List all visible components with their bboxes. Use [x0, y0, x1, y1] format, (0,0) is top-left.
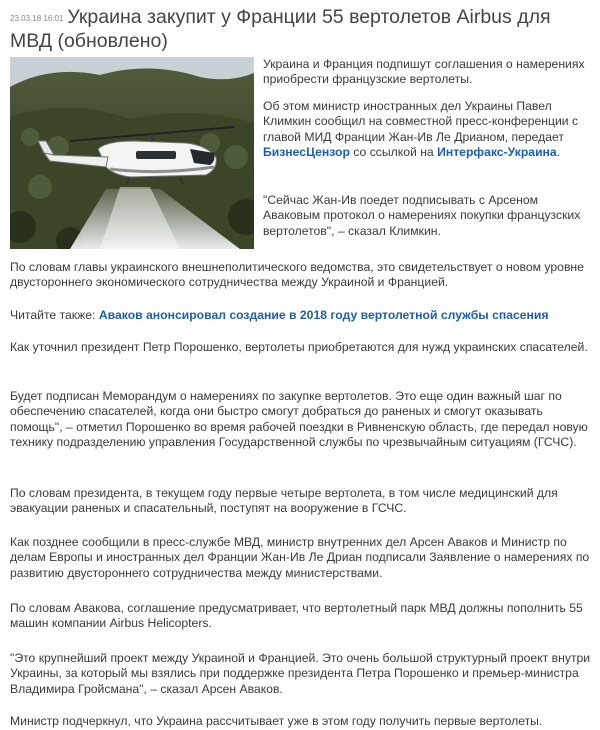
- paragraph-4: По словам главы украинского внешнеполитического ведомства, это свидетельствует о новом уровне двустороннего экономического сотрудничества между Украиной и Францией.: [10, 260, 584, 290]
- article-title: Украина закупит у Франции 55 вертолетов Airbus для МВД (обновлено): [10, 6, 551, 52]
- paragraph-8: Как позднее сообщили в пресс-службе МВД, министр внутренних дел Арсен Аваков и Министр по делам Европы и иностранных дел Франции Жан-Ив Ле Дриан подписали Заявление о намерениях по развитию двустороннего сотрудничества между министерствами.: [10, 535, 590, 580]
- source-link-bizcensor[interactable]: БизнесЦензор: [263, 145, 350, 160]
- paragraph-11: Министр подчеркнул, что Украина рассчитывает уже в этом году получить первые вертолеты.: [10, 714, 543, 728]
- source-link-interfax[interactable]: Интерфакс-Украина: [437, 145, 557, 160]
- read-also: [10, 308, 595, 323]
- read-also-link[interactable]: Аваков анонсировал создание в 2018 году вертолетной службы спасения: [98, 308, 549, 322]
- publish-date: 23.03.18 16:01: [10, 14, 64, 23]
- paragraph-7: По словам президента, в текущем году первые четыре вертолета, в том числе медицинский для эвакуации раненых и спасательный, поступят на вооружение в ГСЧС.: [10, 486, 558, 516]
- paragraph-2-end: .: [556, 145, 561, 160]
- paragraph-6: Будет подписан Меморандум о намерениях по закупке вертолетов. Это еще один важный шаг по обеспечению спасателей, когда они быстро смогут добраться до раненых и смогут оказывать помощь", – отметил Порошенко во время рабочей поездки в Ривненскую область, где передал новую технику подразделению управления Государственной службы по чрезвычайным ситуациям (ГСЧС).: [10, 389, 588, 450]
- paragraph-2-mid: со ссылкой на: [353, 145, 434, 160]
- paragraph-5: Как уточнил президент Петр Порошенко, вертолеты приобретаются для нужд украинских спасателей.: [10, 340, 588, 354]
- paragraph-2-text: Об этом министр иностранных дел Украины Павел Климкин сообщил на совместной пресс-конференции с главой МИД Франции Жан-Ив Ле Дрианом, передает: [263, 99, 579, 144]
- paragraph-1: Украина и Франция подпишут соглашения о намерениях приобрести французские вертолеты.: [263, 57, 585, 87]
- helicopter-photo: [10, 57, 254, 249]
- article-header: [10, 6, 595, 54]
- paragraph-2: [263, 99, 595, 161]
- paragraph-3: "Сейчас Жан-Ив поедет подписывать с Арсеном Аваковым протокол о намерениях покупки французских вертолетов", – сказал Климкин.: [263, 193, 581, 238]
- paragraph-10: "Это крупнейший проект между Украиной и Францией. Это очень большой структурный проект внутри Украины, за который мы взялись при поддержке президента Петра Порошенко и премьер-министра Владимира Гройсмана", – сказал Арсен Аваков.: [10, 651, 591, 696]
- paragraph-9: По словам Авакова, соглашение предусматривает, что вертолетный парк МВД должны пополнить 55 машин компании Airbus Helicopters.: [10, 601, 583, 631]
- read-also-label: Читайте также:: [10, 308, 96, 322]
